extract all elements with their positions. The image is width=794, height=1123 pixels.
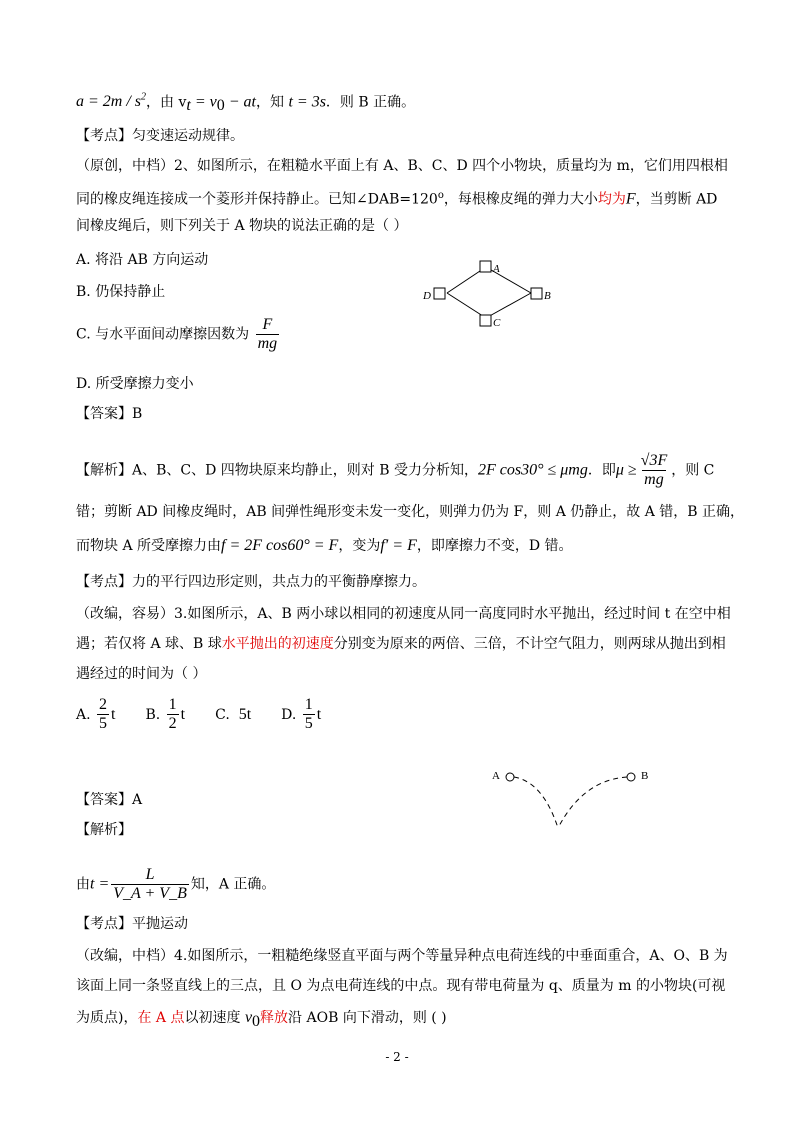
math: t = bbox=[90, 875, 110, 893]
ball-b bbox=[627, 773, 635, 781]
fraction: $\frac{L}{V\_A + V\_B}$ bbox=[113, 866, 187, 902]
label-b: B bbox=[544, 290, 551, 302]
q3-stem-line1: （改编，容易）3.如图所示，A、B 两小球以相同的初速度从同一高度同时水平抛出，经过时间 t 在空中相 bbox=[76, 606, 731, 622]
q2-explain-line1: 【解析】A、B、C、D 四物块原来均静止，则对 B 受力分析知，2F cos30° ≤ μmg．即μ ≥ $\frac{√3F}{mg}$ ，则 C bbox=[76, 452, 715, 488]
label-a: A bbox=[493, 263, 500, 275]
q3-option-d: D. $\frac{1}{5}$ t bbox=[281, 696, 322, 732]
q2-option-d: D. 所受摩擦力变小 bbox=[76, 376, 194, 392]
block-d bbox=[434, 288, 445, 299]
highlight-text: 释放 bbox=[260, 1010, 289, 1026]
block-c bbox=[480, 315, 491, 326]
rhombus-diagram bbox=[420, 256, 560, 332]
formula-line bbox=[76, 88, 415, 116]
q2-option-b: B. 仍保持静止 bbox=[76, 284, 166, 300]
highlight-text: 均为 bbox=[597, 191, 626, 208]
trajectory-a bbox=[514, 777, 558, 828]
block-a bbox=[480, 261, 491, 272]
math-v0: v bbox=[244, 1009, 253, 1026]
text: ，由 v bbox=[146, 94, 187, 111]
math-accel: $a = 2m / s^2$ bbox=[76, 92, 147, 111]
q2-knowledge-point: 【考点】力的平行四边形定则，共点力的平衡静摩擦力。 bbox=[76, 574, 426, 590]
label-ball-a: A bbox=[492, 770, 500, 782]
rope-cd bbox=[447, 293, 486, 318]
q3-stem-line3: 遇经过的时间为（ ） bbox=[76, 666, 207, 682]
q2-stem-line3: 间橡皮绳后，则下列关于 A 物块的说法正确的是（ ） bbox=[76, 218, 408, 234]
math: − at bbox=[224, 93, 256, 111]
block-b bbox=[531, 288, 542, 299]
sub: t bbox=[186, 97, 191, 115]
math: μ ≥ bbox=[615, 461, 637, 479]
knowledge-point: 【考点】匀变速运动规律。 bbox=[76, 128, 244, 144]
label-c: C bbox=[493, 317, 501, 329]
q2-option-a: A. 将沿 AB 方向运动 bbox=[76, 252, 209, 268]
q2-answer: 【答案】B bbox=[76, 406, 143, 422]
highlight-text: 在 A 点 bbox=[137, 1010, 185, 1026]
math: 2F cos30° ≤ μmg bbox=[477, 461, 588, 479]
q2-explain-line3: 而物块 A 所受摩擦力由f = 2F cos60° = F，变为f′ = F，即摩擦力不变，D 错。 bbox=[76, 537, 573, 554]
sub: 0 bbox=[216, 97, 225, 115]
fraction: $\frac{√3F}{mg}$ bbox=[640, 452, 668, 488]
math: f = 2F cos60° = F bbox=[221, 537, 339, 554]
q4-stem-line2: 该面上同一条竖直线上的三点，且 O 为点电荷连线的中点。现有带电荷量为 q、质量为 m 的小物块(可视 bbox=[76, 978, 726, 994]
highlight-text: 水平抛出的初速度 bbox=[221, 636, 334, 652]
q3-options bbox=[76, 696, 321, 733]
q2-option-c: C. 与水平面间动摩擦因数为 $\frac{F}{mg}$ bbox=[76, 316, 278, 352]
math: t = 3s bbox=[288, 93, 326, 111]
rope-bc bbox=[486, 293, 531, 318]
q3-stem-line2: 遇；若仅将 A 球、B 球水平抛出的初速度分别变为原来的两倍、三倍，不计空气阻力，则两球从抛出到相 bbox=[76, 636, 726, 652]
page-number: - 2 - bbox=[385, 1050, 409, 1064]
projectile-diagram bbox=[488, 764, 658, 836]
ball-a bbox=[506, 773, 514, 781]
q2-explain-line2: 错；剪断 AD 间橡皮绳时，AB 间弹性绳形变未发一变化，则弹力仍为 F，则 A 仍静止，故 A 错，B 正确， bbox=[76, 504, 745, 520]
label-d: D bbox=[423, 290, 431, 302]
q2-stem-line2: 同的橡皮绳连接成一个菱形并保持静止。已知$\angle DAB=120^o$，每根橡皮绳的弹力大小均为F，当剪断 AD bbox=[76, 190, 718, 208]
trajectory-b bbox=[558, 777, 627, 828]
q2-stem-line1: （原创，中档）2、如图所示，在粗糙水平面上有 A、B、C、D 四个小物块，质量均为 m，它们用四根相 bbox=[76, 158, 728, 174]
text: ，知 bbox=[256, 94, 289, 111]
q3-option-b: B. $\frac{1}{2}$ t bbox=[145, 696, 186, 732]
label-ball-b: B bbox=[641, 770, 649, 782]
q3-option-c: C. 5t bbox=[215, 705, 252, 723]
q3-explain-formula: 由t = $\frac{L}{V\_A + V\_B}$ 知，A 正确。 bbox=[76, 866, 276, 902]
fraction: $\frac{F}{mg}$ bbox=[257, 316, 278, 352]
q3-knowledge-point: 【考点】平抛运动 bbox=[76, 916, 188, 932]
math: f′ = F bbox=[380, 537, 417, 554]
q4-stem-line1: （改编，中档）4.如图所示，一粗糙绝缘竖直平面与两个等量异种点电荷连线的中垂面重合，A、O、B 为 bbox=[76, 948, 728, 964]
text: ．则 B 正确。 bbox=[325, 94, 416, 111]
q3-answer: 【答案】A bbox=[76, 792, 143, 808]
q3-option-a: A. $\frac{2}{5}$ t bbox=[76, 696, 116, 732]
math: = v bbox=[190, 93, 217, 111]
q4-stem-line3: 为质点)，在 A 点以初速度 $v_0$释放沿 AOB 向下滑动，则 ( ) bbox=[76, 1009, 447, 1030]
math-F: F bbox=[625, 190, 636, 208]
q3-explain-title: 【解析】 bbox=[76, 822, 132, 838]
